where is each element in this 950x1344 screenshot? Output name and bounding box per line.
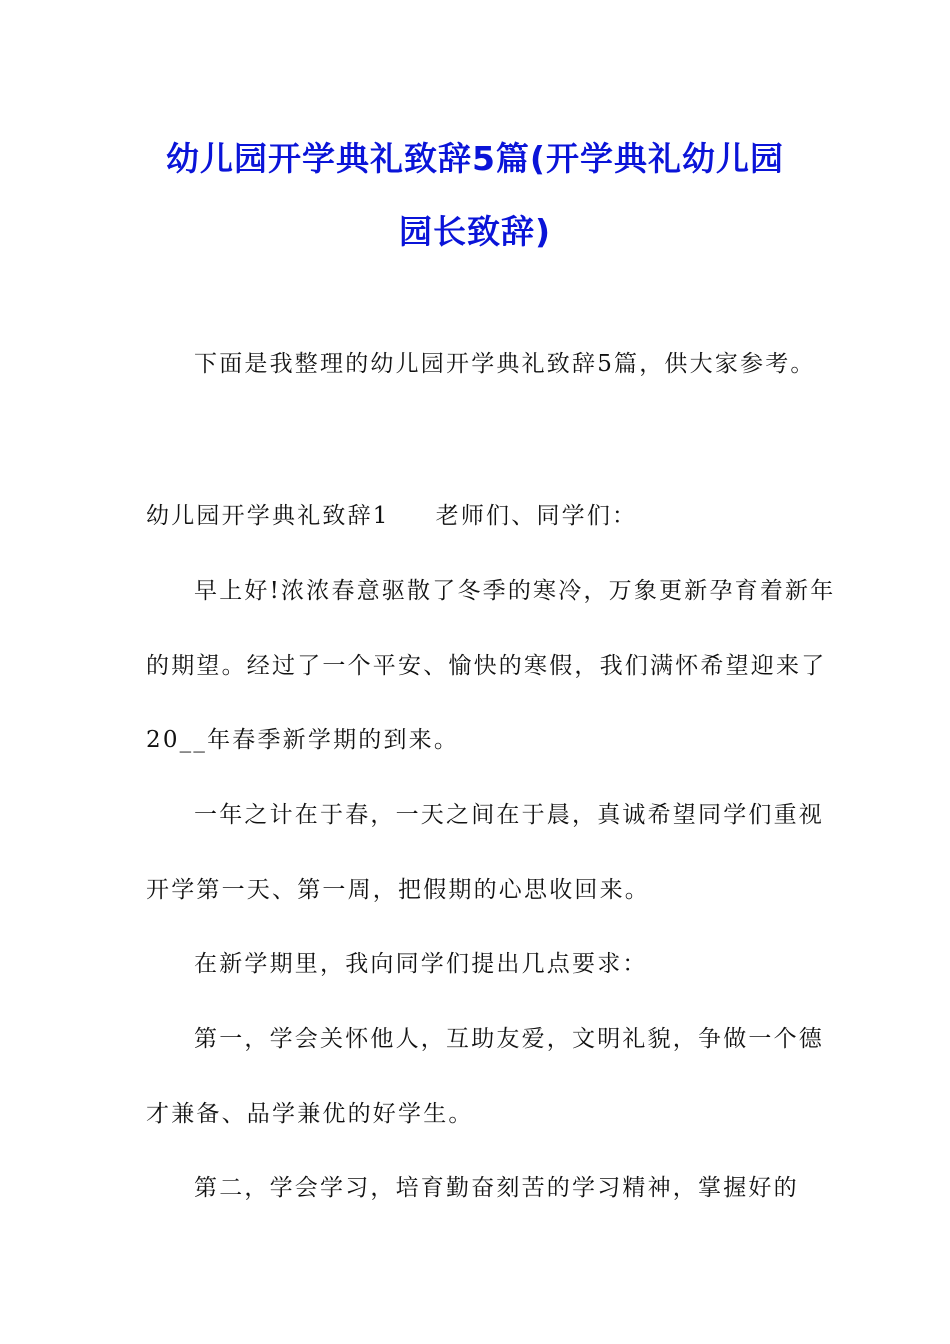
section-heading-row <box>146 497 637 530</box>
body-line-6: 在新学期里，我向同学们提出几点要求： <box>194 951 648 977</box>
body-line-1: 早上好!浓浓春意驱散了冬季的寒冷，万象更新孕育着新年 <box>194 578 836 604</box>
body-line-2: 的期望。经过了一个平安、愉快的寒假，我们满怀希望迎来了 <box>146 653 827 679</box>
body-line-3: 20__年春季新学期的到来。 <box>146 727 460 753</box>
body-line-5: 开学第一天、第一周，把假期的心思收回来。 <box>146 877 650 903</box>
body-line-4: 一年之计在于春，一天之间在于晨，真诚希望同学们重视 <box>194 802 824 828</box>
salutation: 老师们、同学们： <box>435 503 638 529</box>
section-heading: 幼儿园开学典礼致辞1 <box>146 503 390 529</box>
document-title-line-2: 园长致辞) <box>398 212 552 251</box>
body-line-9: 第二，学会学习，培育勤奋刻苦的学习精神，掌握好的 <box>194 1175 799 1201</box>
intro-paragraph: 下面是我整理的幼儿园开学典礼致辞5篇，供大家参考。 <box>194 351 816 377</box>
body-line-8: 才兼备、品学兼优的好学生。 <box>146 1101 474 1127</box>
body-line-7: 第一，学会关怀他人，互助友爱，文明礼貌，争做一个德 <box>194 1026 824 1052</box>
document-title-line-1: 幼儿园开学典礼致辞5篇(开学典礼幼儿园 <box>165 139 785 178</box>
